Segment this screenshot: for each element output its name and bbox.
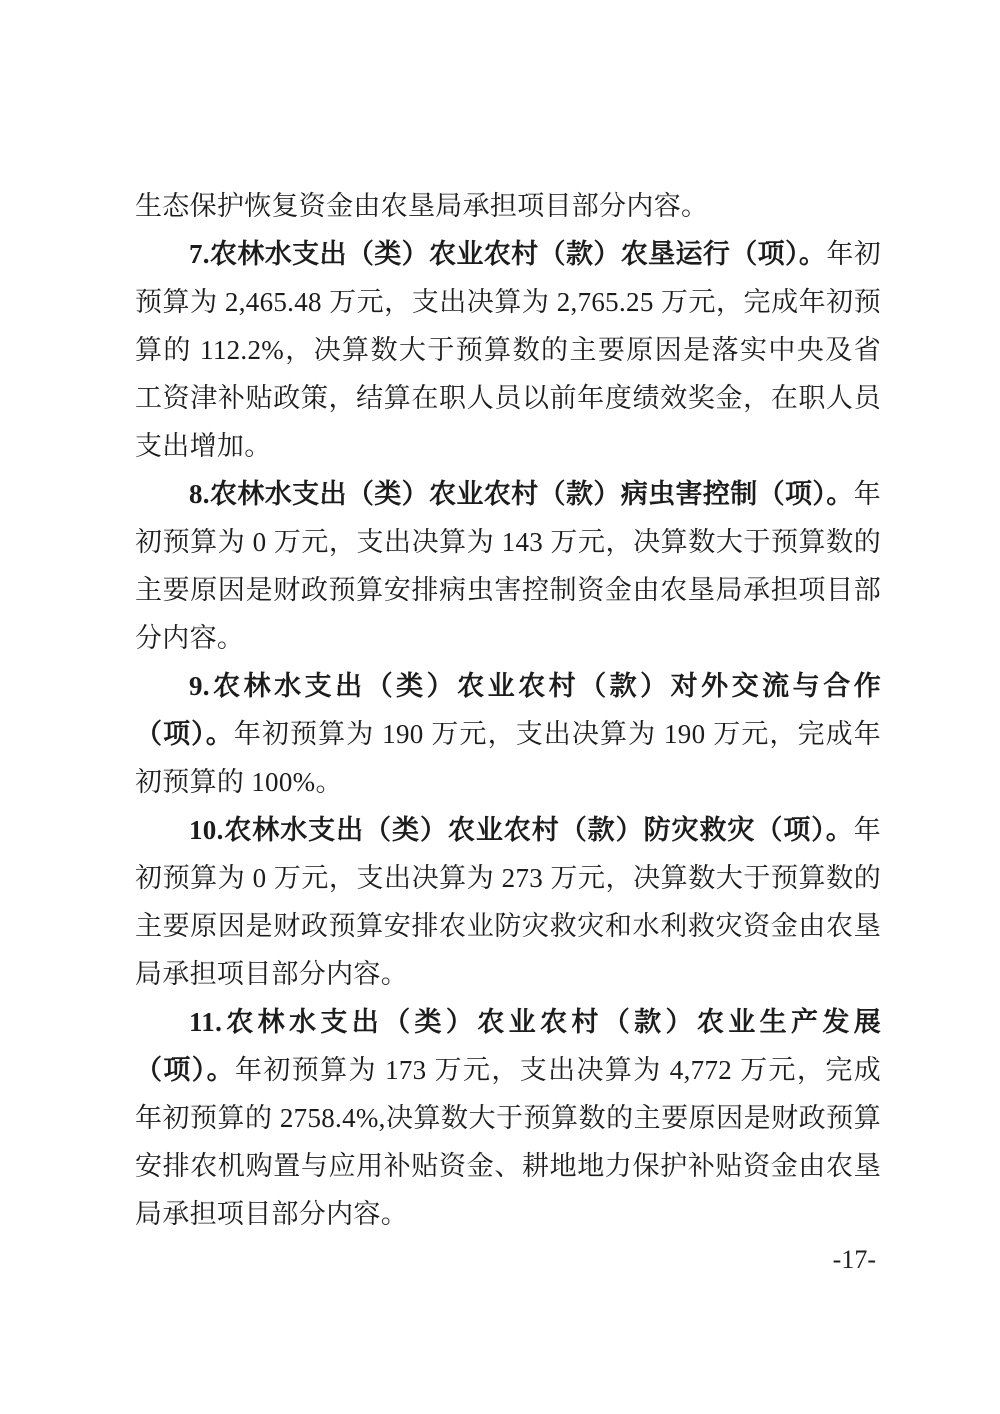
paragraph-7-heading: 7.农林水支出（类）农业农村（款）农垦运行（项）。 [189,239,827,269]
paragraph-10-body: 年初预算为 0 万元，支出决算为 273 万元，决算数大于预算数的主要原因是财政预算安排农业防灾救灾和水利救灾资金由农垦局承担项目部分内容。 [135,815,881,989]
paragraph-item-8 [135,470,881,662]
paragraph-item-10 [135,806,881,998]
paragraph-item-9 [135,662,881,806]
paragraph-continuation: 生态保护恢复资金由农垦局承担项目部分内容。 [135,191,709,221]
page-number: -17- [832,1245,876,1274]
paragraph-11-heading: 11.农林水支出（类）农业农村（款）农业生产发展（项）。 [135,1007,881,1085]
paragraph-9-heading: 9.农林水支出（类）农业农村（款）对外交流与合作（项）。 [135,671,881,749]
paragraph-item-11 [135,998,881,1238]
paragraph-item-7 [135,230,881,470]
paragraph-11-body: 年初预算为 173 万元，支出决算为 4,772 万元，完成年初预算的 2758.4%,决算数大于预算数的主要原因是财政预算安排农机购置与应用补贴资金、耕地地力保护补贴资金由农垦局承担项目部分内容。 [135,1055,881,1229]
paragraph-8-heading: 8.农林水支出（类）农业农村（款）病虫害控制（项）。 [189,479,854,509]
paragraph-9-body: 年初预算为 190 万元，支出决算为 190 万元，完成年初预算的 100%。 [135,719,881,797]
paragraph-7-body: 年初预算为 2,465.48 万元，支出决算为 2,765.25 万元，完成年初预算的 112.2%，决算数大于预算数的主要原因是落实中央及省工资津补贴政策，结算在职人员以前年度绩效奖金，在职人员支出增加。 [135,239,881,461]
paragraph-8-body: 年初预算为 0 万元，支出决算为 143 万元，决算数大于预算数的主要原因是财政预算安排病虫害控制资金由农垦局承担项目部分内容。 [135,479,881,653]
document-body [135,182,881,1238]
paragraph-10-heading: 10.农林水支出（类）农业农村（款）防灾救灾（项）。 [189,815,854,845]
